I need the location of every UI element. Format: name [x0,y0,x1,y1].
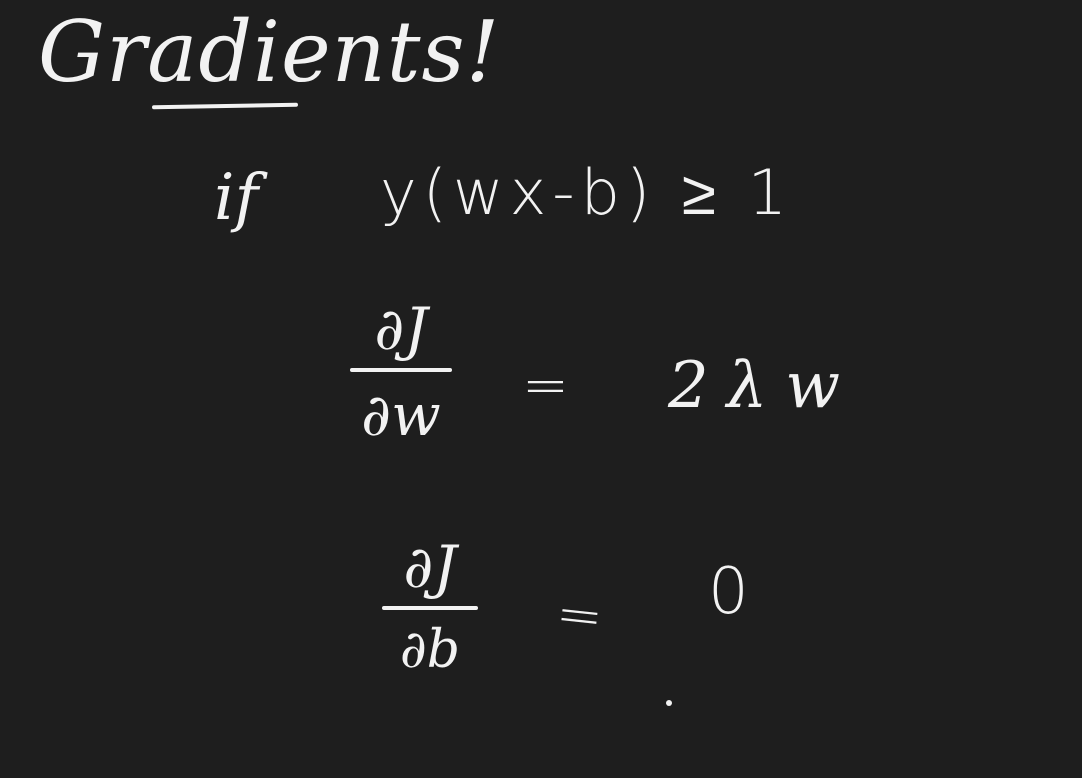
derivative-numerator: ∂J [403,533,457,601]
derivative-numerator: ∂J [374,295,428,363]
derivative-denominator: ∂w [361,381,441,449]
gradient-w-result: 2λw [668,349,859,423]
equals-sign: = [522,353,569,418]
fraction-bar [382,606,478,610]
condition-keyword: if [214,161,259,235]
stray-ink-dot [666,700,672,706]
derivative-dj-db [382,533,478,680]
condition-expression: y(wx-b) ≥ 1 [380,156,794,229]
title-underline [152,103,298,110]
derivative-denominator: ∂b [399,620,461,680]
note-title: Gradients! [38,3,501,101]
gradient-b-result: 0 [708,555,749,629]
fraction-bar [350,368,452,372]
equals-sign: = [552,580,607,651]
derivative-dj-dw [350,295,452,449]
